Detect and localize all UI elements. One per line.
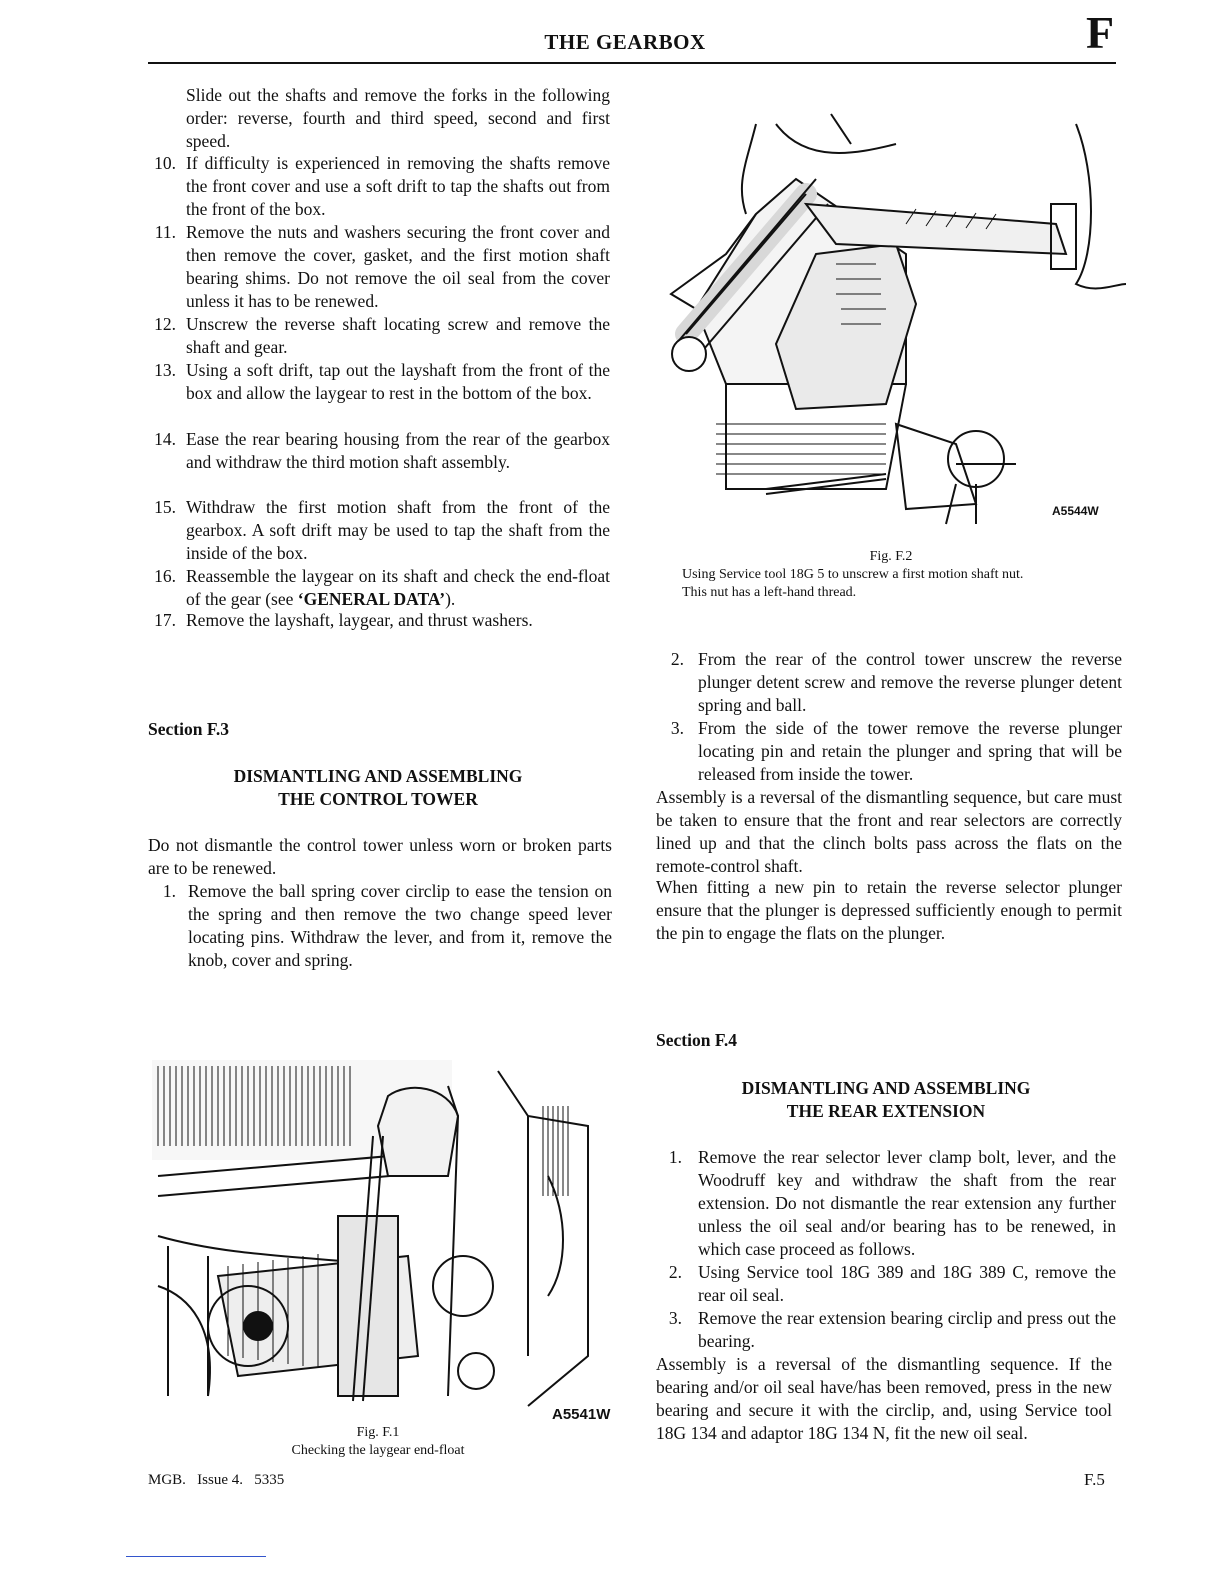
step-number: 15. xyxy=(154,497,176,517)
step-text-end: ). xyxy=(445,589,456,609)
list-item xyxy=(138,313,610,359)
assembly-note: Assembly is a reversal of the dismantling sequence, but care must be taken to ensure that the front and rear selectors are correctly lined up and that the clinch bolts pass across the flats on the remote-control shaft. xyxy=(656,787,1122,876)
heading-line-2: THE CONTROL TOWER xyxy=(278,789,478,809)
figure-f2-label: Fig. F.2 xyxy=(869,549,913,564)
page-title: THE GEARBOX xyxy=(544,30,706,54)
step-text: Using a soft drift, tap out the layshaft from the front of the box and allow the laygear to rest in the bottom of the box. xyxy=(186,360,610,403)
step-number: 3. xyxy=(670,718,684,738)
step-text: Using Service tool 18G 389 and 18G 389 C, remove the rear oil seal. xyxy=(698,1262,1116,1305)
step-number: 1. xyxy=(668,1147,682,1167)
list-item xyxy=(138,428,610,474)
figure-f1-caption: Checking the laygear end-float xyxy=(291,1443,465,1458)
heading-line-2: THE REAR EXTENSION xyxy=(786,1101,986,1121)
section-f4-assembly-note: Assembly is a reversal of the dismantling sequence. If the bearing and/or oil seal have/has been removed, press in the new bearing and secure it with the circlip, and, using Service tool 18G 134 and adaptor 18G 134 N, fit the new oil seal. xyxy=(656,1354,1112,1443)
step-number: 2. xyxy=(670,649,684,669)
list-item xyxy=(656,648,1122,717)
section-f4-heading xyxy=(656,1077,1116,1123)
step-text: From the side of the tower remove the reverse plunger locating pin and retain the plunger and spring that will be released from inside the tower. xyxy=(698,718,1122,784)
header-divider xyxy=(148,62,1116,64)
general-data-reference: ‘GENERAL DATA’ xyxy=(297,589,446,609)
step-text: Ease the rear bearing housing from the rear of the gearbox and withdraw the third motion shaft assembly. xyxy=(186,429,610,472)
step-text: Remove the nuts and washers securing the front cover and then remove the cover, gasket, and the first motion shaft bearing shims. Do not remove the oil seal from the cover unless it has to be renewed. xyxy=(186,222,610,311)
figure-f1-code: A5541W xyxy=(552,1406,611,1423)
list-item xyxy=(138,496,610,565)
footer-issue: MGB. Issue 4. 5335 xyxy=(148,1472,285,1488)
list-item xyxy=(138,152,610,221)
section-letter: F xyxy=(1086,7,1115,58)
step-number: 13. xyxy=(154,360,176,380)
page-number: F.5 xyxy=(1084,1470,1105,1489)
step-text: Withdraw the first motion shaft from the front of the gearbox. A soft drift may be used to tap the shaft from the inside of the box. xyxy=(186,497,610,563)
caption-line-2: This nut has a left-hand thread. xyxy=(682,585,857,600)
list-item xyxy=(656,1146,1116,1261)
section-f3-intro: Do not dismantle the control tower unless worn or broken parts are to be renewed. xyxy=(148,835,612,878)
heading-line-1: DISMANTLING AND ASSEMBLING xyxy=(741,1078,1031,1098)
step-text: If difficulty is experienced in removing the shafts remove the front cover and use a soft drift to tap the shafts out from the front of the box. xyxy=(186,153,610,219)
step-number: 16. xyxy=(154,566,176,586)
step-text: Reassemble the laygear on its shaft and check the end-float of the gear (see xyxy=(186,566,610,609)
step-text: Unscrew the reverse shaft locating screw and remove the shaft and gear. xyxy=(186,314,610,357)
step-number: 11. xyxy=(154,222,176,242)
step-number: 3. xyxy=(668,1308,682,1328)
step-number: 2. xyxy=(668,1262,682,1282)
caption-line-1: Using Service tool 18G 5 to unscrew a first motion shaft nut. xyxy=(682,567,1024,582)
step-text: Remove the rear extension bearing circlip and press out the bearing. xyxy=(698,1308,1116,1351)
section-f3-label: Section F.3 xyxy=(148,719,230,739)
step-number: 14. xyxy=(154,429,176,449)
step-number: 17. xyxy=(154,610,176,630)
list-item xyxy=(138,565,610,611)
list-item xyxy=(656,1307,1116,1353)
figure-f2-illustration xyxy=(656,84,1126,529)
list-item xyxy=(138,221,610,313)
list-item xyxy=(148,880,612,972)
figure-f1-illustration xyxy=(148,1056,618,1416)
bottom-rule xyxy=(126,1556,266,1557)
step-text: Remove the layshaft, laygear, and thrust washers. xyxy=(186,610,533,630)
figure-f1-label: Fig. F.1 xyxy=(356,1425,400,1440)
section-f3-heading xyxy=(148,765,608,811)
figure-f2-caption xyxy=(682,566,1023,602)
step-number: 10. xyxy=(154,153,176,173)
step-number: 12. xyxy=(154,314,176,334)
list-item xyxy=(656,1261,1116,1307)
figure-f2-code: A5544W xyxy=(1052,504,1099,518)
pin-note: When fitting a new pin to retain the reverse selector plunger ensure that the plunger is depressed sufficiently enough to permit the pin to engage the flats on the plunger. xyxy=(656,877,1122,943)
list-item xyxy=(656,717,1122,786)
list-item xyxy=(138,609,610,632)
step-text: From the rear of the control tower unscrew the reverse plunger detent screw and remove the reverse plunger detent spring and ball. xyxy=(698,649,1122,715)
step-text: Remove the rear selector lever clamp bolt, lever, and the Woodruff key and withdraw the shaft from the rear extension. Do not dismantle the rear extension any further unless the oil seal and/or bearing has to be renewed, in which case proceed as follows. xyxy=(698,1147,1116,1259)
section-f4-label: Section F.4 xyxy=(656,1030,738,1050)
list-item xyxy=(138,359,610,405)
intro-paragraph: Slide out the shafts and remove the forks in the following order: reverse, fourth and third speed, second and first speed. xyxy=(186,85,610,151)
heading-line-1: DISMANTLING AND ASSEMBLING xyxy=(233,766,523,786)
step-number: 1. xyxy=(162,881,176,901)
step-text: Remove the ball spring cover circlip to ease the tension on the spring and then remove the two change speed lever locating pins. Withdraw the lever, and from it, remove the knob, cover and spring. xyxy=(188,881,612,970)
